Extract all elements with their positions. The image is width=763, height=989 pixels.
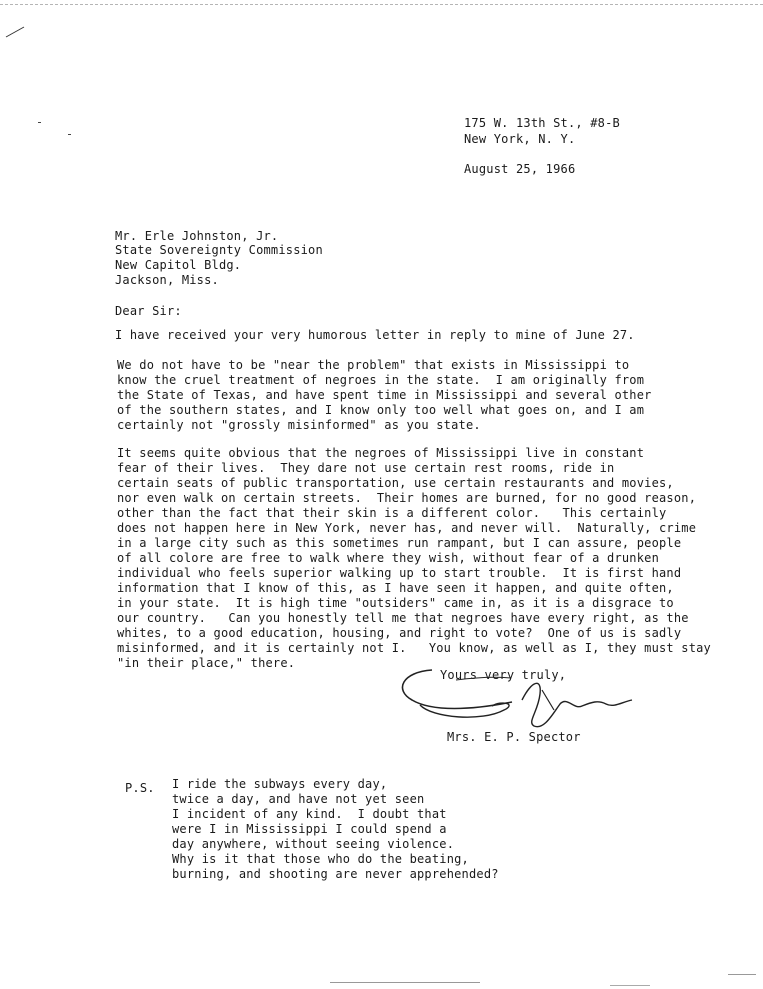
closing: Yours very truly, (440, 668, 567, 682)
page-edge-dash (0, 4, 763, 5)
para3-line: our country. Can you honestly tell me that negroes have every right, as the (117, 611, 689, 625)
para3-line: other than the fact that their skin is a different color. This certainly (117, 506, 667, 520)
letter-date: August 25, 1966 (464, 162, 576, 176)
margin-stroke (4, 24, 28, 40)
ps-line: twice a day, and have not yet seen (172, 792, 425, 806)
para3-line: of all colore are free to walk where they wish, without fear of a drunken (117, 551, 659, 565)
ps-line: I incident of any kind. I doubt that (172, 807, 447, 821)
para3-line: information that I know of this, as I have seen it happen, and quite often, (117, 581, 674, 595)
ps-line: were I in Mississippi I could spend a (172, 822, 447, 836)
address-line-1: 175 W. 13th St., #8-B (464, 116, 620, 130)
para3-line: individual who feels superior walking up to start trouble. It is first hand (117, 566, 682, 580)
para3-line: whites, to a good education, housing, and right to vote? One of us is sadly (117, 626, 682, 640)
margin-dot (68, 134, 71, 135)
para3-line: nor even walk on certain streets. Their homes are burned, for no good reason, (117, 491, 697, 505)
salutation: Dear Sir: (115, 304, 182, 318)
ps-line: I ride the subways every day, (172, 777, 388, 791)
margin-dot (38, 122, 41, 123)
para3-line: in your state. It is high time "outsiders" came in, as it is a disgrace to (117, 596, 674, 610)
para3-line: misinformed, and it is certainly not I. You know, as well as I, they must stay (117, 641, 711, 655)
signer-name: Mrs. E. P. Spector (447, 730, 581, 744)
para3-line: in a large city such as this sometimes run rampant, but I can assure, people (117, 536, 682, 550)
ps-line: burning, and shooting are never apprehended? (172, 867, 499, 881)
handwritten-signature (392, 660, 652, 740)
recipient-line: State Sovereignty Commission (115, 243, 323, 257)
para2-line: We do not have to be "near the problem" that exists in Mississippi to (117, 358, 630, 372)
address-line-2: New York, N. Y. (464, 132, 576, 146)
ps-line: day anywhere, without seeing violence. (172, 837, 455, 851)
ps-line: Why is it that those who do the beating, (172, 852, 469, 866)
para2-line: of the southern states, and I know only too well what goes on, and I am (117, 403, 645, 417)
scan-mark (610, 985, 650, 986)
scan-mark (728, 974, 756, 975)
para2-line: certainly not "grossly misinformed" as you state. (117, 418, 481, 432)
para2-line: know the cruel treatment of negroes in the state. I am originally from (117, 373, 645, 387)
para3-line: certain seats of public transportation, use certain restaurants and movies, (117, 476, 674, 490)
ps-label: P.S. (125, 781, 155, 795)
para3-line: It seems quite obvious that the negroes of Mississippi live in constant (117, 446, 645, 460)
para3-line: does not happen here in New York, never has, and never will. Naturally, crime (117, 521, 697, 535)
recipient-line: Jackson, Miss. (115, 273, 219, 287)
para3-line: fear of their lives. They dare not use certain rest rooms, ride in (117, 461, 615, 475)
para2-line: the State of Texas, and have spent time in Mississippi and several other (117, 388, 652, 402)
recipient-line: Mr. Erle Johnston, Jr. (115, 229, 279, 243)
recipient-line: New Capitol Bldg. (115, 258, 242, 272)
para3-line: "in their place," there. (117, 656, 296, 670)
paragraph-1: I have received your very humorous letter in reply to mine of June 27. (115, 328, 635, 342)
scan-mark (330, 982, 480, 983)
